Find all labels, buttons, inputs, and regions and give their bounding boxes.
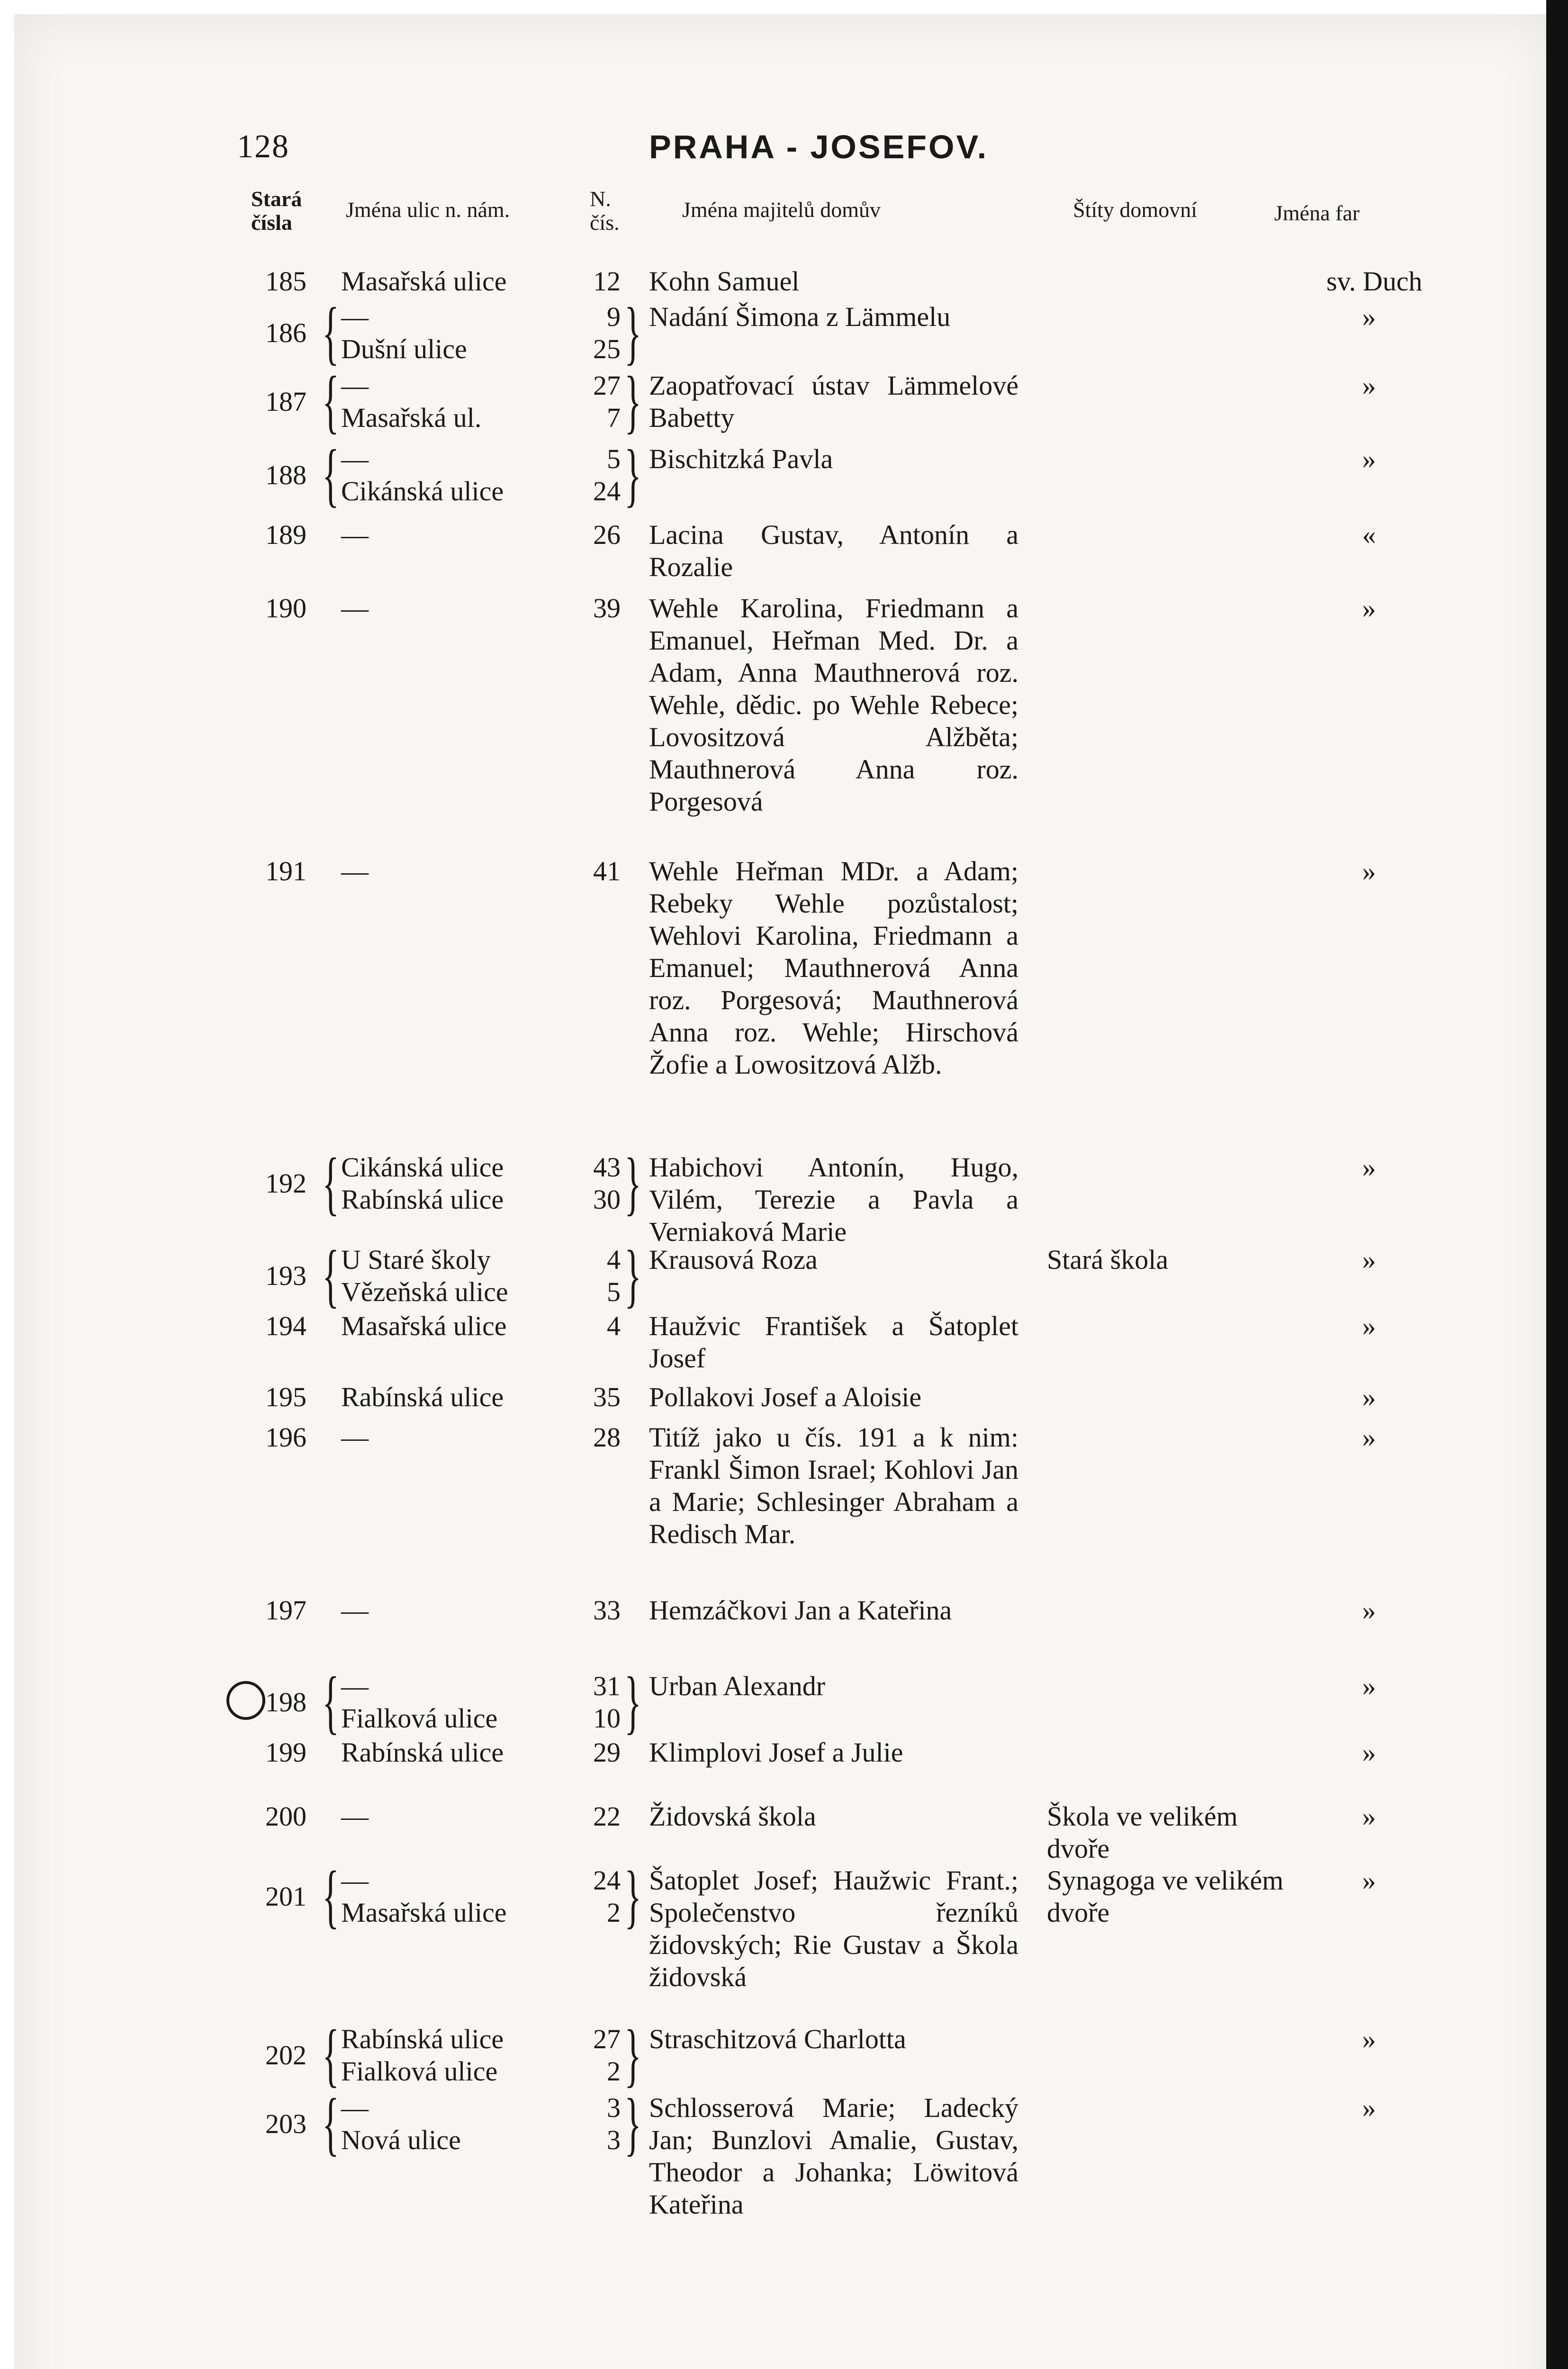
- house-number: 9: [607, 301, 621, 332]
- parish-name: »: [1362, 1152, 1376, 1183]
- owner-names: Nadání Šimona z Lämmelu: [649, 301, 951, 332]
- parish-name: »: [1362, 370, 1376, 401]
- col-street: Jména ulic n. nám.: [346, 198, 510, 222]
- parish-name: »: [1362, 2092, 1376, 2123]
- brace-mark-right: }: [624, 1857, 641, 1935]
- owner-names: Haužvic František a Šatoplet Josef: [649, 1311, 1018, 1374]
- owner-names: Wehle Karolina, Friedmann a Emanuel, Heřman Med. Dr. a Adam, Anna Mauthnerová roz. Wehle, dědic. po Wehle Rebece; Lovositzová Alžběta; Mauthnerová Anna roz. Porgesová: [649, 593, 1018, 817]
- col-house: [590, 187, 620, 235]
- parish-name: sv. Duch: [1326, 266, 1423, 297]
- house-number: 28: [593, 1422, 621, 1453]
- house-number-second: 25: [593, 334, 621, 364]
- old-number: 198: [265, 1687, 306, 1718]
- house-number: 39: [593, 593, 621, 624]
- page-edge-shadow: [1546, 0, 1568, 2369]
- street-name-second: Cikánská ulice: [341, 476, 504, 506]
- parish-name: »: [1362, 856, 1376, 886]
- street-name: Rabínská ulice: [341, 1382, 504, 1412]
- parish-name: »: [1362, 1595, 1376, 1626]
- old-number: 202: [265, 2040, 306, 2071]
- old-number: 193: [265, 1260, 306, 1291]
- house-number: 26: [593, 519, 621, 550]
- street-name: Masařská ulice: [341, 266, 507, 297]
- col-old-numbers-line1: Stará: [251, 187, 302, 211]
- house-number-second: 7: [607, 402, 621, 433]
- street-name: U Staré školy: [341, 1244, 491, 1275]
- brace-mark: {: [322, 2084, 339, 2163]
- col-parish: Jména far: [1274, 201, 1360, 225]
- street-name-second: Nová ulice: [341, 2125, 461, 2155]
- house-number: 3: [607, 2092, 621, 2123]
- old-number: 187: [265, 386, 306, 417]
- old-number: 196: [265, 1422, 306, 1453]
- owner-names: Straschitzová Charlotta: [649, 2024, 906, 2054]
- brace-mark: {: [322, 1144, 339, 1222]
- street-name-second: Masařská ul.: [341, 402, 482, 433]
- street-name: —: [341, 1865, 369, 1896]
- old-number: 199: [265, 1737, 306, 1768]
- owner-names: Urban Alexandr: [649, 1671, 826, 1701]
- parish-name: »: [1362, 1737, 1376, 1768]
- house-number-second: 2: [607, 1897, 621, 1928]
- parish-name: »: [1362, 1865, 1376, 1896]
- owner-names: Titíž jako u čís. 191 a k nim: Frankl Šimon Israel; Kohlovi Jan a Marie; Schlesinger Abraham a Redisch Mar.: [649, 1422, 1018, 1549]
- owner-names: Krausová Roza: [649, 1244, 818, 1275]
- street-name-second: Fialková ulice: [341, 1703, 498, 1734]
- house-number: 5: [607, 443, 621, 474]
- old-number: 195: [265, 1382, 306, 1412]
- house-number: 35: [593, 1382, 621, 1412]
- street-name: —: [341, 1595, 369, 1626]
- house-number-second: 30: [593, 1184, 621, 1215]
- owner-names: Zaopatřovací ústav Lämmelové Babetty: [649, 370, 1018, 433]
- owner-names: Kohn Samuel: [649, 266, 800, 297]
- brace-mark: {: [322, 1857, 339, 1935]
- parish-name: «: [1362, 519, 1376, 550]
- col-old-numbers-line2: čísla: [251, 210, 292, 235]
- street-name-second: Fialková ulice: [341, 2056, 498, 2087]
- street-name-second: Dušní ulice: [341, 334, 467, 364]
- brace-mark-right: }: [624, 362, 641, 441]
- col-old-numbers: [251, 187, 302, 235]
- brace-mark: {: [322, 2016, 339, 2094]
- brace-mark-right: }: [624, 1236, 641, 1315]
- house-number: 12: [593, 266, 621, 297]
- parish-name: »: [1362, 2024, 1376, 2054]
- house-number: 29: [593, 1737, 621, 1768]
- street-name: Rabínská ulice: [341, 1737, 504, 1768]
- old-number: 201: [265, 1881, 306, 1912]
- col-signs: Štíty domovní: [1073, 198, 1197, 222]
- house-number: 27: [593, 370, 621, 401]
- parish-name: »: [1362, 301, 1376, 332]
- old-number: 191: [265, 856, 306, 886]
- owner-names: Schlosserová Marie; Ladecký Jan; Bunzlovi Amalie, Gustav, Theodor a Johanka; Löwitová Kateřina: [649, 2092, 1018, 2220]
- old-number: 186: [265, 317, 306, 348]
- col-house-line2: čís.: [590, 210, 620, 235]
- col-owners: Jména majitelů domův: [682, 198, 881, 222]
- street-name: —: [341, 1801, 369, 1832]
- street-name: —: [341, 370, 369, 401]
- brace-mark-right: }: [624, 2016, 641, 2094]
- owner-names: Habichovi Antonín, Hugo, Vilém, Terezie a Pavla a Verniaková Marie: [649, 1152, 1018, 1247]
- old-number: 190: [265, 593, 306, 624]
- street-name: —: [341, 1671, 369, 1701]
- old-number: 200: [265, 1801, 306, 1832]
- brace-mark-right: }: [624, 1144, 641, 1222]
- owner-names: Lacina Gustav, Antonín a Rozalie: [649, 519, 1018, 582]
- street-name-second: Rabínská ulice: [341, 1184, 504, 1215]
- house-sign: Synagoga ve velikém dvoře: [1047, 1865, 1284, 1928]
- old-number: 188: [265, 460, 306, 490]
- parish-name: »: [1362, 1311, 1376, 1341]
- house-number: 41: [593, 856, 621, 886]
- owner-names: Bischitzká Pavla: [649, 443, 833, 474]
- street-name: Cikánská ulice: [341, 1152, 504, 1183]
- street-name-second: Vězeňská ulice: [341, 1276, 508, 1307]
- street-name: —: [341, 593, 369, 624]
- owner-names: Šatoplet Josef; Haužwic Frant.; Společenstvo řezníků židovských; Rie Gustav a Škola židovská: [649, 1865, 1018, 1992]
- brace-mark: {: [322, 293, 339, 372]
- brace-mark-right: }: [624, 2084, 641, 2163]
- street-name: —: [341, 443, 369, 474]
- house-number-second: 5: [607, 1276, 621, 1307]
- parish-name: »: [1362, 1422, 1376, 1453]
- street-name: —: [341, 301, 369, 332]
- owner-names: Klimplovi Josef a Julie: [649, 1737, 903, 1768]
- street-name: —: [341, 1422, 369, 1453]
- parish-name: »: [1362, 1244, 1376, 1275]
- brace-mark-right: }: [624, 293, 641, 372]
- street-name: —: [341, 519, 369, 550]
- street-name: —: [341, 2092, 369, 2123]
- parish-name: »: [1362, 1801, 1376, 1832]
- street-name-second: Masařská ulice: [341, 1897, 507, 1928]
- old-number: 194: [265, 1311, 306, 1341]
- house-sign: Škola ve velikém dvoře: [1047, 1801, 1238, 1864]
- street-name: Rabínská ulice: [341, 2024, 504, 2054]
- house-number: 24: [593, 1865, 621, 1896]
- old-number: 185: [265, 266, 306, 297]
- parish-name: »: [1362, 593, 1376, 624]
- parish-name: »: [1362, 443, 1376, 474]
- house-number: 22: [593, 1801, 621, 1832]
- brace-mark-right: }: [624, 1663, 641, 1741]
- brace-mark: {: [322, 435, 339, 514]
- col-house-line1: N.: [590, 187, 611, 211]
- brace-mark-right: }: [624, 435, 641, 514]
- street-name: —: [341, 856, 369, 886]
- house-sign: Stará škola: [1047, 1244, 1169, 1275]
- brace-mark: {: [322, 362, 339, 441]
- house-number: 27: [593, 2024, 621, 2054]
- owner-names: Židovská škola: [649, 1801, 816, 1832]
- house-number-second: 3: [607, 2125, 621, 2155]
- page-number: 128: [237, 128, 289, 165]
- old-number: 203: [265, 2108, 306, 2139]
- house-number: 4: [607, 1244, 621, 1275]
- old-number: 189: [265, 519, 306, 550]
- circle-mark: [226, 1681, 265, 1720]
- page-header: [237, 128, 1407, 171]
- owner-names: Hemzáčkovi Jan a Kateřina: [649, 1595, 952, 1626]
- house-number: 33: [593, 1595, 621, 1626]
- owner-names: Pollakovi Josef a Aloisie: [649, 1382, 922, 1412]
- house-number: 4: [607, 1311, 621, 1341]
- old-number: 197: [265, 1595, 306, 1626]
- brace-mark: {: [322, 1663, 339, 1741]
- house-number-second: 2: [607, 2056, 621, 2087]
- house-number-second: 10: [593, 1703, 621, 1734]
- owner-names: Wehle Heřman MDr. a Adam; Rebeky Wehle pozůstalost; Wehlovi Karolina, Friedmann a Emanuel; Mauthnerová Anna roz. Porgesová; Mauthnerová Anna roz. Wehle; Hirschová Žofie a Lowositzová Alžb.: [649, 856, 1018, 1080]
- parish-name: »: [1362, 1671, 1376, 1701]
- parish-name: »: [1362, 1382, 1376, 1412]
- house-number: 31: [593, 1671, 621, 1701]
- house-number: 43: [593, 1152, 621, 1183]
- brace-mark: {: [322, 1236, 339, 1315]
- street-name: Masařská ulice: [341, 1311, 507, 1341]
- house-number-second: 24: [593, 476, 621, 506]
- old-number: 192: [265, 1168, 306, 1199]
- running-title: PRAHA - JOSEFOV.: [649, 128, 989, 165]
